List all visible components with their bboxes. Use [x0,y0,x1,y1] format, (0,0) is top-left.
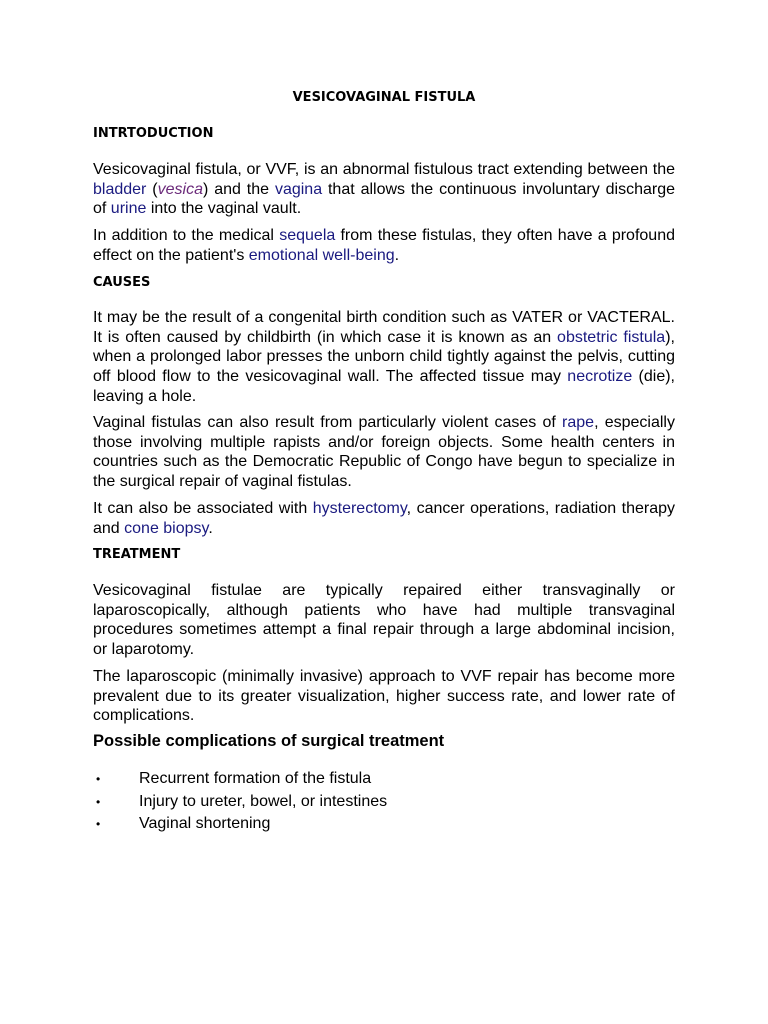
complications-list [93,768,675,836]
link-vagina[interactable]: vagina [274,180,323,198]
intro-paragraph-2: In addition to the medical sequela from these fistulas, they often have a profound effect on the patient's emotional well-being. [93,227,675,264]
bullet-icon: • [96,794,101,809]
treatment-heading: TREATMENT [93,547,181,562]
causes-paragraph-2: Vaginal fistulas can also result from particularly violent cases of rape, especially those involving multiple rapists and/or foreign objects. Some health centers in countries such as the Democratic Republic of Congo have begun to specialize in the surgical repair of vaginal fistulas. [93,414,675,491]
link-obstetric-fistula[interactable]: obstetric fistula [557,328,666,346]
link-vesica[interactable]: vesica [157,180,203,198]
link-urine[interactable]: urine [110,200,147,218]
intro-paragraph-1: Vesicovaginal fistula, or VVF, is an abnormal fistulous tract extending between the bladder (vesica) and the vagina that allows the continuous involuntary discharge of urine into the vaginal vault. [93,161,676,218]
link-emotional-well-being[interactable]: emotional well-being [248,246,395,264]
bullet-icon: • [96,772,101,786]
link-bladder[interactable]: bladder [93,180,147,198]
list-item: • Injury to ureter, bowel, or intestines [93,791,675,814]
causes-paragraph-3: It can also be associated with hysterectomy, cancer operations, radiation therapy and cone biopsy. [93,500,676,537]
treatment-paragraph-1: Vesicovaginal fistulae are typically repaired either transvaginally or laparoscopically, although patients who have had multiple transvaginal procedures sometimes attempt a final repair through a large abdominal incision, or laparotomy. [93,582,675,659]
bullet-icon: • [96,817,101,831]
intro-heading: INTRTODUCTION [93,126,214,141]
list-item: • Recurrent formation of the fistula [93,768,675,791]
treatment-paragraph-2: The laparoscopic (minimally invasive) approach to VVF repair has become more prevalent due to its greater visualization, higher success rate, and lower rate of complications. [93,668,675,725]
link-hysterectomy[interactable]: hysterectomy [312,500,407,517]
causes-paragraph-1: It may be the result of a congenital birth condition such as VATER or VACTERAL. It is often caused by childbirth (in which case it is known as an obstetric fistula), when a prolonged labor presses the unborn child tightly against the pelvis, cutting off blood flow to the vesicovaginal wall. The affected tissue may necrotize (die), leaving a hole. [93,309,675,405]
link-cone-biopsy[interactable]: cone biopsy [124,519,209,537]
link-necrotize[interactable]: necrotize [567,368,633,386]
complications-heading: Possible complications of surgical treatment [93,732,445,750]
link-sequela[interactable]: sequela [279,227,336,244]
link-rape[interactable]: rape [562,414,595,431]
list-item: • Vaginal shortening [93,813,675,836]
document-title: VESICOVAGINAL FISTULA [292,90,476,105]
causes-heading: CAUSES [93,275,151,290]
